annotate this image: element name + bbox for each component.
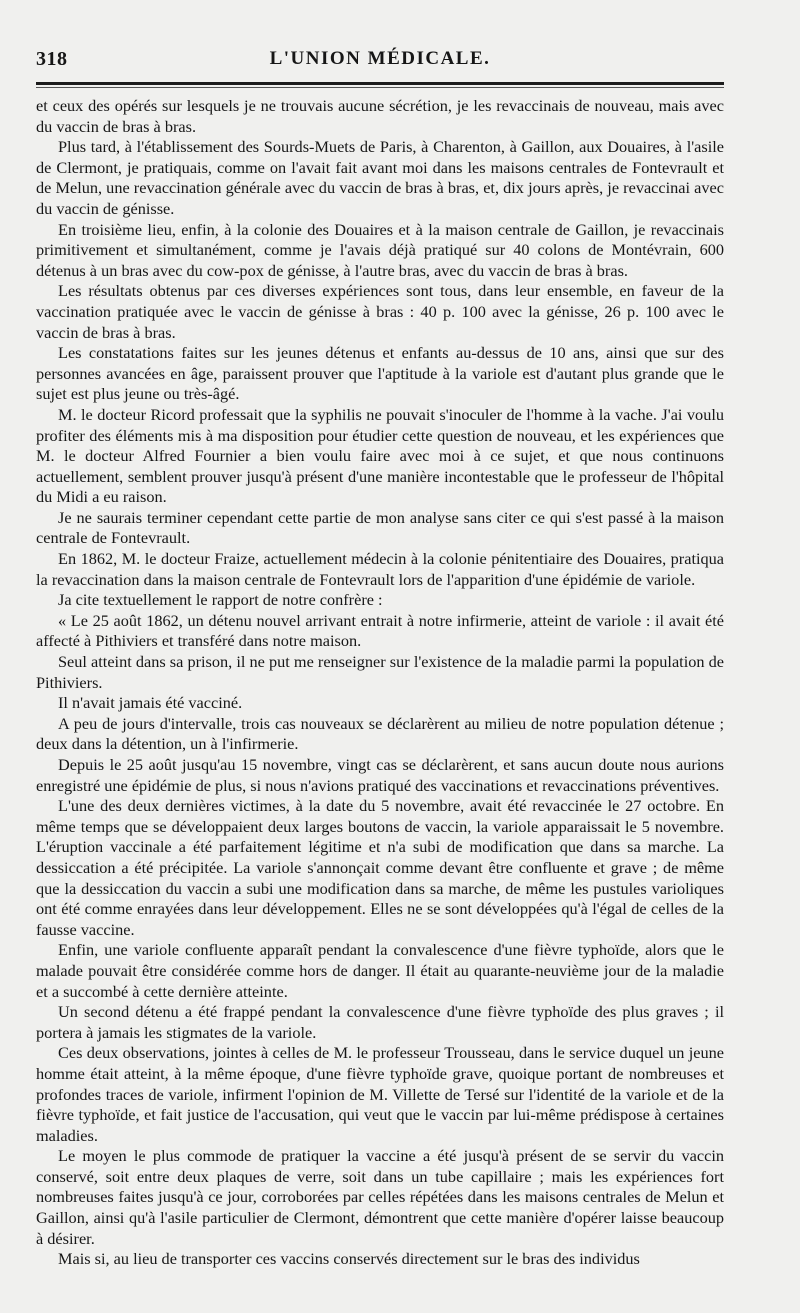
page-header	[36, 46, 724, 76]
paragraph: Le moyen le plus commode de pratiquer la vaccine a été jusqu'à présent de se servir du vaccin conservé, soit entre deux plaques de verre, soit dans un tube capillaire ; mais les expériences fort nombreuses faites jusqu'à ce jour, corroborées par celles répétées dans les maisons centrales de Melun et Gaillon, ainsi qu'à l'asile particulier de Clermont, démontrent que cette manière d'opérer laisse beaucoup à désirer.	[36, 1146, 724, 1248]
paragraph: En 1862, M. le docteur Fraize, actuellement médecin à la colonie pénitentiaire des Douaires, pratiqua la revaccination dans la maison centrale de Fontevrault lors de l'apparition d'une épidémie de variole.	[36, 549, 724, 589]
page-number: 318	[36, 48, 68, 70]
body-text	[36, 96, 724, 1270]
running-title: L'UNION MÉDICALE.	[269, 48, 491, 69]
paragraph: Mais si, au lieu de transporter ces vaccins conservés directement sur le bras des individus	[58, 1249, 640, 1269]
header-rule	[36, 82, 724, 85]
paragraph: Ja cite textuellement le rapport de notre confrère :	[58, 590, 383, 610]
paragraph: L'une des deux dernières victimes, à la date du 5 novembre, avait été revaccinée le 27 octobre. En même temps que se développaient deux larges boutons de vaccin, la variole apparaissait le 5 novembre. L'éruption vaccinale a été parfaitement légitime et n'a subi de modification que dans sa marche. La dessiccation a été précipitée. La variole s'annonçait comme devant être confluente et grave ; de même que la dessiccation du vaccin a subi une modification dans sa marche, de même les pustules varioliques ont été comme enrayées dans leur développement. Elles ne se sont développées qu'à l'égal de celles de la fausse vaccine.	[36, 796, 724, 939]
paragraph: et ceux des opérés sur lesquels je ne trouvais aucune sécrétion, je les revaccinais de nouveau, mais avec du vaccin de bras à bras.	[36, 96, 724, 136]
paragraph: « Le 25 août 1862, un détenu nouvel arrivant entrait à notre infirmerie, atteint de variole : il avait été affecté à Pithiviers et transféré dans notre maison.	[36, 610, 724, 651]
paragraph: Seul atteint dans sa prison, il ne put me renseigner sur l'existence de la maladie parmi la population de Pithiviers.	[36, 652, 724, 692]
paragraph: En troisième lieu, enfin, à la colonie des Douaires et à la maison centrale de Gaillon, je revaccinais primitivement et simultanément, comme je l'avais déjà pratiqué sur 40 colons de Montévrain, 600 détenus à un bras avec du cow-pox de génisse, à l'autre bras, avec du vaccin de bras à bras.	[36, 219, 724, 280]
paragraph: Ces deux observations, jointes à celles de M. le professeur Trousseau, dans le service duquel un jeune homme était atteint, à la même époque, d'une fièvre typhoïde grave, quoique portant de nombreuses et profondes traces de variole, infirment l'opinion de M. Villette de Tersé sur l'identité de la variole et de la fièvre typhoïde, et fait justice de l'accusation, qui veut que le vaccin par lui-même prédispose à certaines maladies.	[36, 1043, 724, 1145]
paragraph: Les résultats obtenus par ces diverses expériences sont tous, dans leur ensemble, en faveur de la vaccination pratiquée avec le vaccin de génisse à bras : 40 p. 100 avec la génisse, 26 p. 100 avec le vaccin de bras à bras.	[36, 281, 724, 342]
paragraph: Enfin, une variole confluente apparaît pendant la convalescence d'une fièvre typhoïde, alors que le malade pouvait être considérée comme hors de danger. Il était au quarante-neuvième jour de la maladie et a succombé à cette dernière atteinte.	[36, 940, 724, 1001]
paragraph: Je ne saurais terminer cependant cette partie de mon analyse sans citer ce qui s'est passé à la maison centrale de Fontevrault.	[36, 507, 724, 548]
paragraph: Plus tard, à l'établissement des Sourds-Muets de Paris, à Charenton, à Gaillon, aux Douaires, à l'asile de Clermont, je pratiquais, comme on l'avait fait avant moi dans les maisons centrales de Fontevrault et de Melun, une revaccination générale avec du vaccin de bras à bras, et, dix jours après, je revaccinai avec du vaccin de génisse.	[36, 137, 724, 218]
header-rule-thin	[36, 87, 724, 88]
paragraph: Depuis le 25 août jusqu'au 15 novembre, vingt cas se déclarèrent, et sans aucun doute nous aurions enregistré une épidémie de plus, si nous n'avions pratiqué des vaccinations et revaccinations préventives.	[36, 755, 724, 795]
paragraph: A peu de jours d'intervalle, trois cas nouveaux se déclarèrent au milieu de notre population détenue ; deux dans la détention, un à l'infirmerie.	[36, 713, 724, 754]
paragraph: Il n'avait jamais été vacciné.	[58, 693, 243, 713]
paragraph: M. le docteur Ricord professait que la syphilis ne pouvait s'inoculer de l'homme à la vache. J'ai voulu profiter des éléments mis à ma disposition pour étudier cette question de nouveau, et les expériences que M. le docteur Alfred Fournier a bien voulu faire avec moi à ce sujet, et que nous continuons actuellement, semblent prouver jusqu'à présent d'une manière incontestable que le professeur de l'hôpital du Midi a eu raison.	[36, 404, 724, 507]
paragraph: Les constatations faites sur les jeunes détenus et enfants au-dessus de 10 ans, ainsi que sur des personnes avancées en âge, paraissent prouver que l'aptitude à la variole est d'autant plus grande que le sujet est plus jeune ou très-âgé.	[36, 343, 724, 404]
paragraph: Un second détenu a été frappé pendant la convalescence d'une fièvre typhoïde des plus graves ; il portera à jamais les stigmates de la variole.	[36, 1002, 724, 1042]
